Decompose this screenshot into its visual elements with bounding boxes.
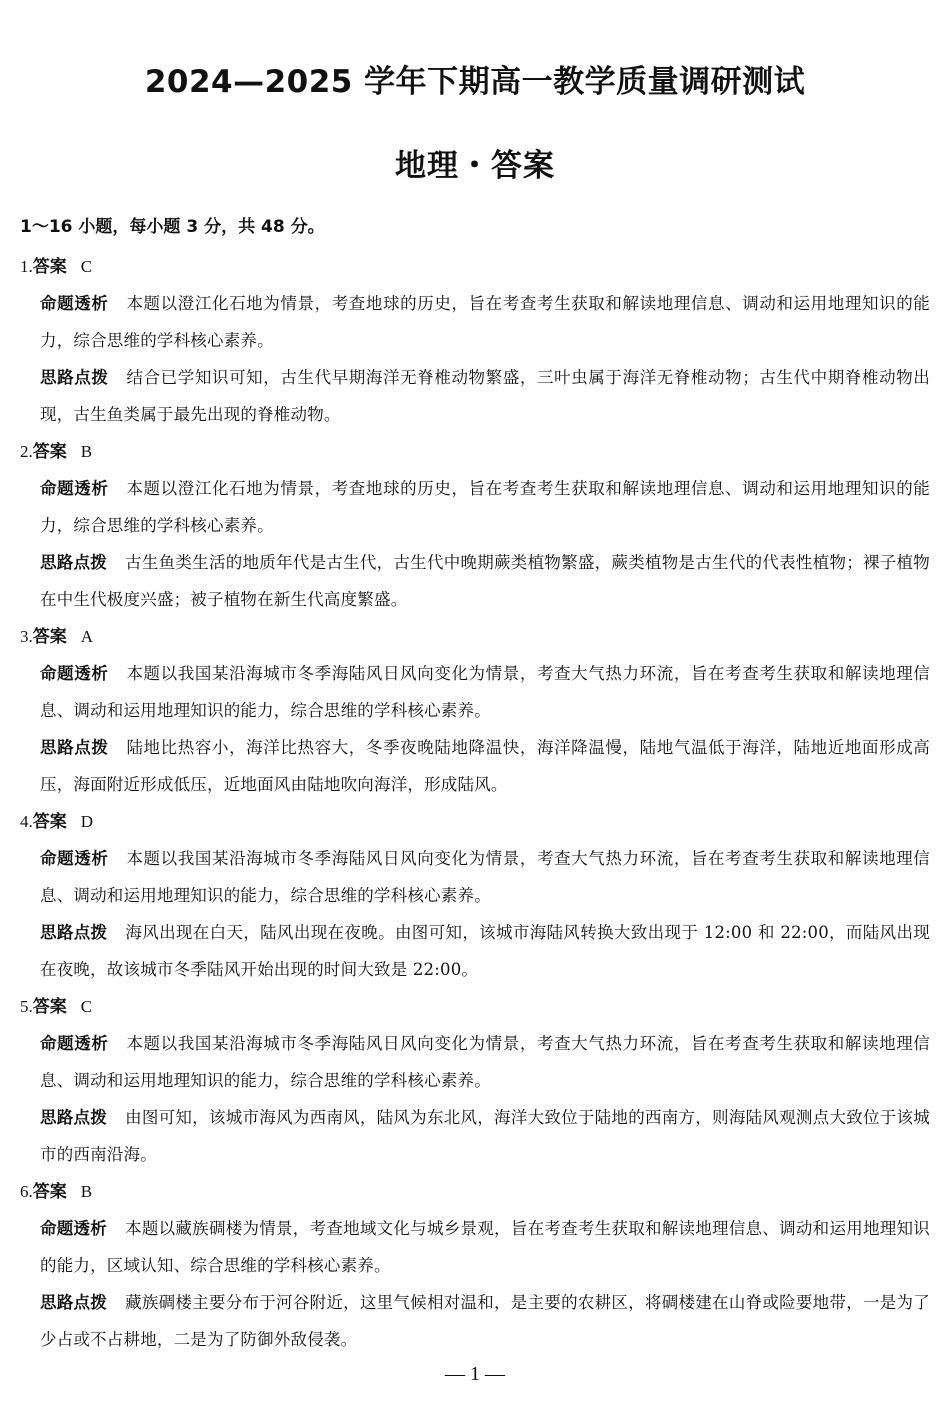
intent-paragraph <box>40 1025 930 1099</box>
answer-line <box>20 1173 930 1210</box>
intent-label: 命题透析 <box>40 294 109 313</box>
hint-paragraph <box>40 359 930 433</box>
answer-line <box>20 248 930 285</box>
intent-label: 命题透析 <box>40 849 109 868</box>
answer-letter: C <box>80 997 93 1016</box>
intent-label: 命题透析 <box>40 479 109 498</box>
answer-letter: C <box>80 257 93 276</box>
question-number: 4. <box>20 812 33 831</box>
hint-paragraph <box>40 729 930 803</box>
intent-paragraph <box>40 1210 930 1284</box>
hint-paragraph <box>40 1099 930 1173</box>
question-2 <box>20 433 930 618</box>
answer-line <box>20 618 930 655</box>
question-1 <box>20 248 930 433</box>
answer-label: 答案 <box>32 442 67 462</box>
hint-label: 思路点拨 <box>40 368 109 387</box>
page-title: 2024—2025 学年下期高一教学质量调研测试 <box>144 64 806 100</box>
intent-label: 命题透析 <box>40 664 109 683</box>
hint-text: 由图可知，该城市海风为西南风，陆风为东北风，海洋大致位于陆地的西南方，则海陆风观测点大致位于该城市的西南沿海。 <box>40 1108 930 1164</box>
intent-paragraph <box>40 840 930 914</box>
hint-paragraph <box>40 1284 930 1358</box>
intent-paragraph <box>40 655 930 729</box>
answer-line <box>20 433 930 470</box>
hint-text: 结合已学知识可知，古生代早期海洋无脊椎动物繁盛，三叶虫属于海洋无脊椎动物；古生代中期脊椎动物出现，古生鱼类属于最先出现的脊椎动物。 <box>40 368 930 424</box>
hint-label: 思路点拨 <box>40 1108 108 1127</box>
answer-list <box>20 248 930 1358</box>
answer-letter: A <box>80 627 94 646</box>
hint-text: 藏族碉楼主要分布于河谷附近，这里气候相对温和，是主要的农耕区，将碉楼建在山脊或险要地带，一是为了少占或不占耕地，二是为了防御外敌侵袭。 <box>40 1293 930 1349</box>
answer-label: 答案 <box>32 997 67 1017</box>
answer-letter: B <box>80 1182 93 1201</box>
intent-text: 本题以我国某沿海城市冬季海陆风日风向变化为情景，考查大气热力环流，旨在考查考生获取和解读地理信息、调动和运用地理知识的能力，综合思维的学科核心素养。 <box>40 664 930 720</box>
intent-paragraph <box>40 470 930 544</box>
intent-label: 命题透析 <box>40 1219 108 1238</box>
scoring-note: 1～16 小题，每小题 3 分，共 48 分。 <box>20 217 325 237</box>
hint-label: 思路点拨 <box>40 553 108 572</box>
page-number: — 1 — <box>445 1363 505 1385</box>
answer-label: 答案 <box>32 627 67 647</box>
answer-label: 答案 <box>32 257 67 277</box>
question-5 <box>20 988 930 1173</box>
question-4 <box>20 803 930 988</box>
hint-paragraph <box>40 544 930 618</box>
intent-text: 本题以澄江化石地为情景，考查地球的历史，旨在考查考生获取和解读地理信息、调动和运用地理知识的能力，综合思维的学科核心素养。 <box>40 479 930 535</box>
answer-label: 答案 <box>32 1182 67 1202</box>
intent-text: 本题以澄江化石地为情景，考查地球的历史，旨在考查考生获取和解读地理信息、调动和运用地理知识的能力，综合思维的学科核心素养。 <box>40 294 930 350</box>
intent-label: 命题透析 <box>40 1034 109 1053</box>
hint-label: 思路点拨 <box>40 738 109 757</box>
hint-text: 古生鱼类生活的地质年代是古生代，古生代中晚期蕨类植物繁盛，蕨类植物是古生代的代表性植物；裸子植物在中生代极度兴盛；被子植物在新生代高度繁盛。 <box>40 553 930 609</box>
intent-text: 本题以藏族碉楼为情景，考查地域文化与城乡景观，旨在考查考生获取和解读地理信息、调动和运用地理知识的能力，区域认知、综合思维的学科核心素养。 <box>40 1219 930 1275</box>
answer-letter: B <box>80 442 93 461</box>
answer-line <box>20 988 930 1025</box>
question-number: 5. <box>20 997 33 1016</box>
hint-paragraph <box>40 914 930 988</box>
intent-paragraph <box>40 285 930 359</box>
hint-label: 思路点拨 <box>40 1293 108 1312</box>
intent-text: 本题以我国某沿海城市冬季海陆风日风向变化为情景，考查大气热力环流，旨在考查考生获取和解读地理信息、调动和运用地理知识的能力，综合思维的学科核心素养。 <box>40 1034 930 1090</box>
page-subtitle: 地理・答案 <box>395 148 555 184</box>
question-number: 2. <box>20 442 33 461</box>
question-3 <box>20 618 930 803</box>
hint-text: 海风出现在白天，陆风出现在夜晚。由图可知，该城市海陆风转换大致出现于 12:00 和 22:00，而陆风出现在夜晚，故该城市冬季陆风开始出现的时间大致是 22:00。 <box>40 923 930 979</box>
question-number: 6. <box>20 1182 33 1201</box>
hint-text: 陆地比热容小，海洋比热容大，冬季夜晚陆地降温快，海洋降温慢，陆地气温低于海洋，陆地近地面形成高压，海面附近形成低压，近地面风由陆地吹向海洋，形成陆风。 <box>40 738 930 794</box>
answer-label: 答案 <box>32 812 67 832</box>
answer-line <box>20 803 930 840</box>
question-6 <box>20 1173 930 1358</box>
answer-letter: D <box>80 812 94 831</box>
question-number: 1. <box>20 257 33 276</box>
question-number: 3. <box>20 627 33 646</box>
intent-text: 本题以我国某沿海城市冬季海陆风日风向变化为情景，考查大气热力环流，旨在考查考生获取和解读地理信息、调动和运用地理知识的能力，综合思维的学科核心素养。 <box>40 849 930 905</box>
hint-label: 思路点拨 <box>40 923 108 942</box>
